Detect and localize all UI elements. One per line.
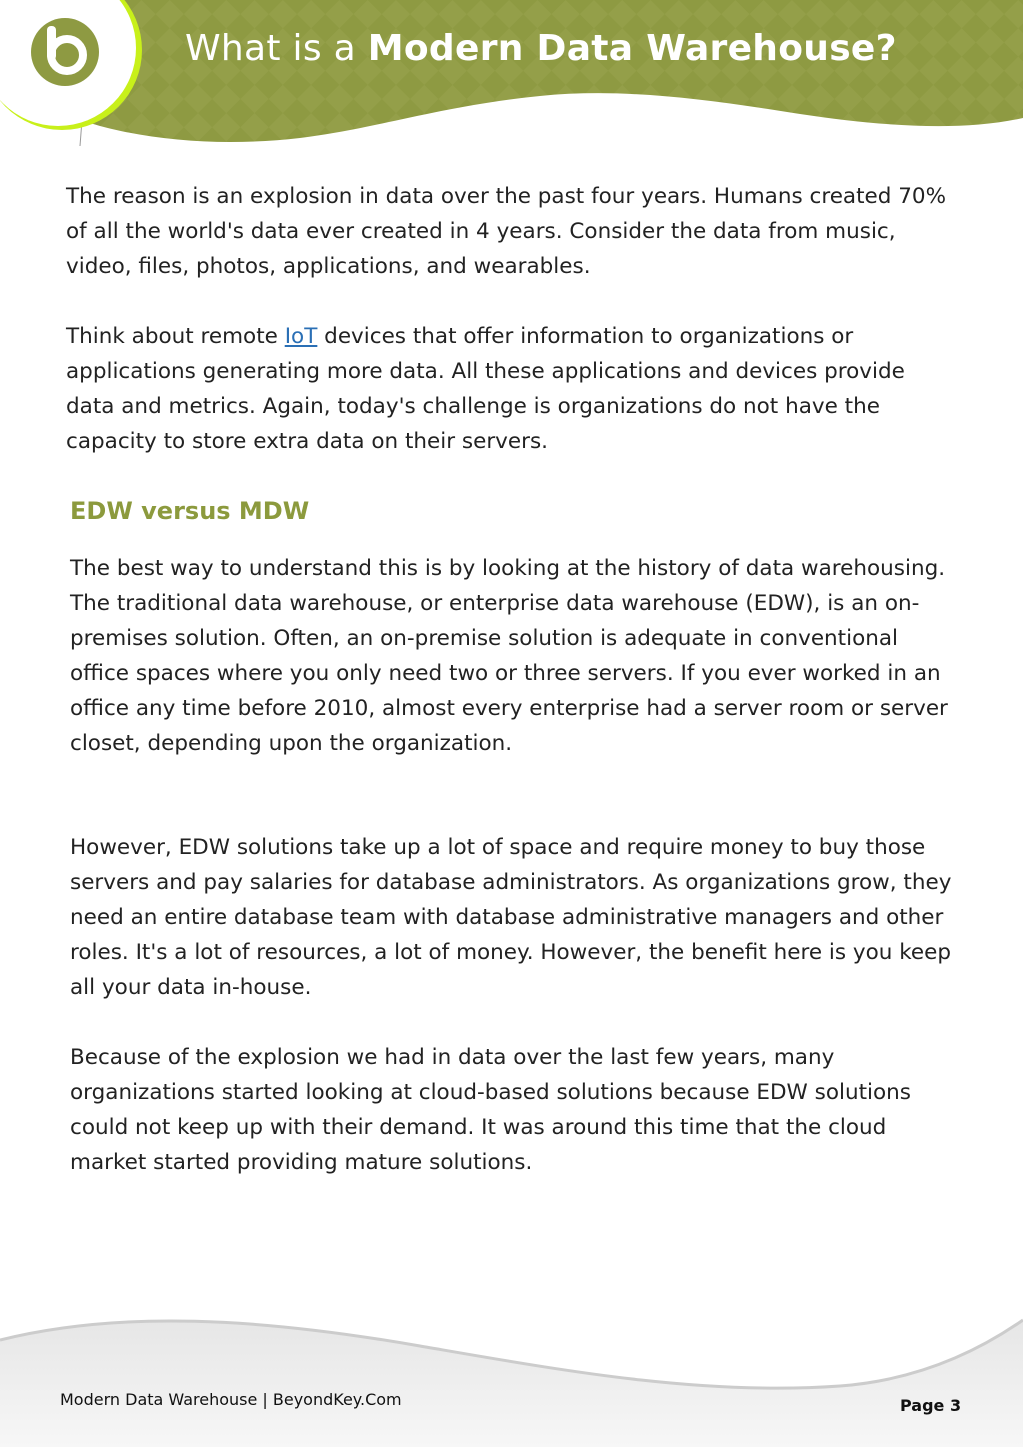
iot-link[interactable]: IoT bbox=[284, 324, 318, 349]
page-number: Page 3 bbox=[900, 1396, 962, 1415]
paragraph-history: The best way to understand this is by looking at the history of data warehousing. The traditional data warehouse, or enterprise data warehouse (EDW), is an on-premises solution. Often, an on-premise solution is adequate in conventional office spaces where you only need two or three servers. If you ever worked in an office any time before 2010, almost every enterprise had a server room or server closet, depending upon the organization. bbox=[70, 556, 948, 756]
paragraph-intro: The reason is an explosion in data over the past four years. Humans created 70% of all the world's data ever created in 4 years. Consider the data from music, video, files, photos, applications, and wearables. bbox=[66, 184, 947, 279]
paragraph-costs: However, EDW solutions take up a lot of space and require money to buy those servers and pay salaries for database administrators. As organizations grow, they need an entire database team with database administrative managers and other roles. It's a lot of resources, a lot of money. However, the benefit here is you keep all your data in-house. bbox=[70, 835, 952, 1000]
header-banner bbox=[0, 0, 1023, 160]
section-heading: EDW versus MDW bbox=[70, 497, 310, 525]
footer-wave bbox=[0, 1300, 1023, 1447]
paragraph-iot: Think about remote IoT devices that offer information to organizations or applications generating more data. All these applications and devices provide data and metrics. Again, today's challenge is organizations do not have the capacity to store extra data on their servers. bbox=[66, 324, 905, 454]
paragraph-cloud: Because of the explosion we had in data over the last few years, many organizations started looking at cloud-based solutions because EDW solutions could not keep up with their demand. It was around this time that the cloud market started providing mature solutions. bbox=[70, 1045, 911, 1175]
footer-document-title: Modern Data Warehouse | BeyondKey.Com bbox=[60, 1390, 402, 1409]
page-title: What is a Modern Data Warehouse? bbox=[185, 28, 897, 69]
